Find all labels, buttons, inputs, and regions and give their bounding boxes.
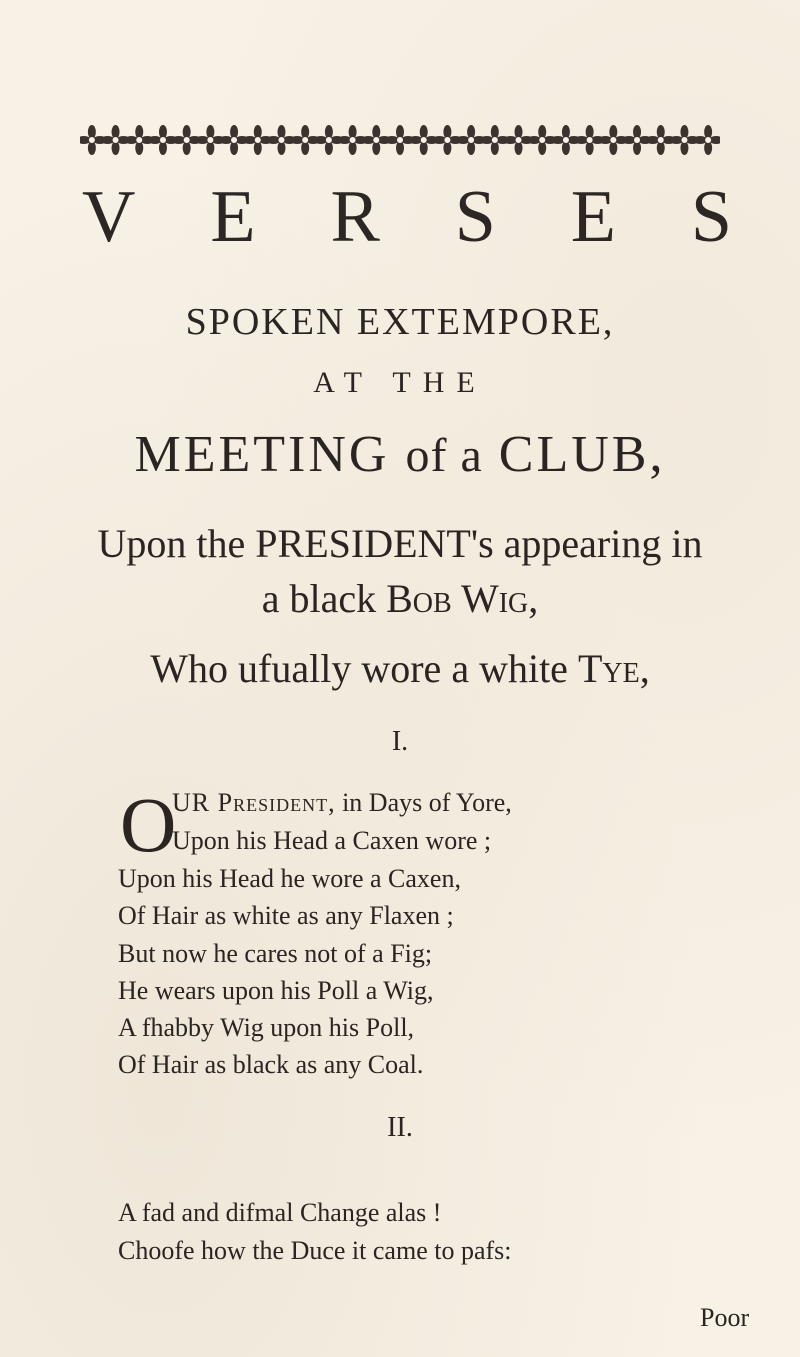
subtitle-upon-president: Upon the PRESIDENT's appearing in — [97, 521, 703, 566]
catchword: Poor — [700, 1303, 750, 1332]
subtitle-black-bob-wig — [0, 575, 800, 622]
subtitle-spoken-extempore: SPOKEN EXTEMPORE, — [185, 301, 615, 343]
stanza-line: Of Hair as black as any Coal. — [118, 1050, 424, 1079]
club-word: CLUB, — [498, 426, 666, 483]
title-letter: S — [454, 176, 496, 258]
opening-words: UR President, — [172, 788, 336, 817]
fleuron-icon — [693, 125, 720, 155]
of-a-word: of a — [405, 429, 483, 482]
subtitle-meeting-of-club — [0, 425, 800, 484]
stanza-line: Upon his Head he wore a Caxen, — [118, 864, 461, 893]
a-black-text: a black — [261, 576, 377, 621]
title-letter: E — [210, 176, 256, 258]
stanza-line: He wears upon his Poll a Wig, — [118, 976, 434, 1005]
stanza-line: But now he cares not of a Fig; — [118, 939, 433, 968]
title-letter: S — [690, 176, 732, 258]
stanza-numeral-2: II. — [387, 1112, 413, 1143]
fleuron-row — [80, 122, 720, 158]
stanza-numeral-1: I. — [391, 726, 409, 757]
stanza-line: Of Hair as white as any Flaxen ; — [118, 901, 454, 930]
stanza-line: A fhabby Wig upon his Poll, — [118, 1013, 415, 1042]
title-letter: E — [570, 176, 616, 258]
who-text: Who ufually wore a white — [150, 646, 568, 691]
ornament-border — [80, 122, 720, 158]
stanza-line — [172, 790, 512, 816]
tye-text: Tye, — [577, 646, 650, 691]
stanza-line: A fad and difmal Change alas ! — [118, 1198, 442, 1227]
drop-cap: O — [120, 781, 177, 868]
stanza-line: Choofe how the Duce it came to pafs: — [118, 1236, 512, 1265]
title-letter: R — [330, 176, 380, 258]
subtitle-who-wore-tye — [0, 645, 800, 692]
bob-wig-text: Bob Wig, — [386, 576, 539, 621]
meeting-word: MEETING — [134, 426, 390, 483]
subtitle-at-the: AT THE — [313, 366, 487, 399]
title-verses — [82, 176, 732, 258]
title-letter: V — [82, 176, 136, 258]
stanza-line: Upon his Head a Caxen wore ; — [172, 826, 492, 855]
line-rest: in Days of Yore, — [335, 788, 512, 817]
